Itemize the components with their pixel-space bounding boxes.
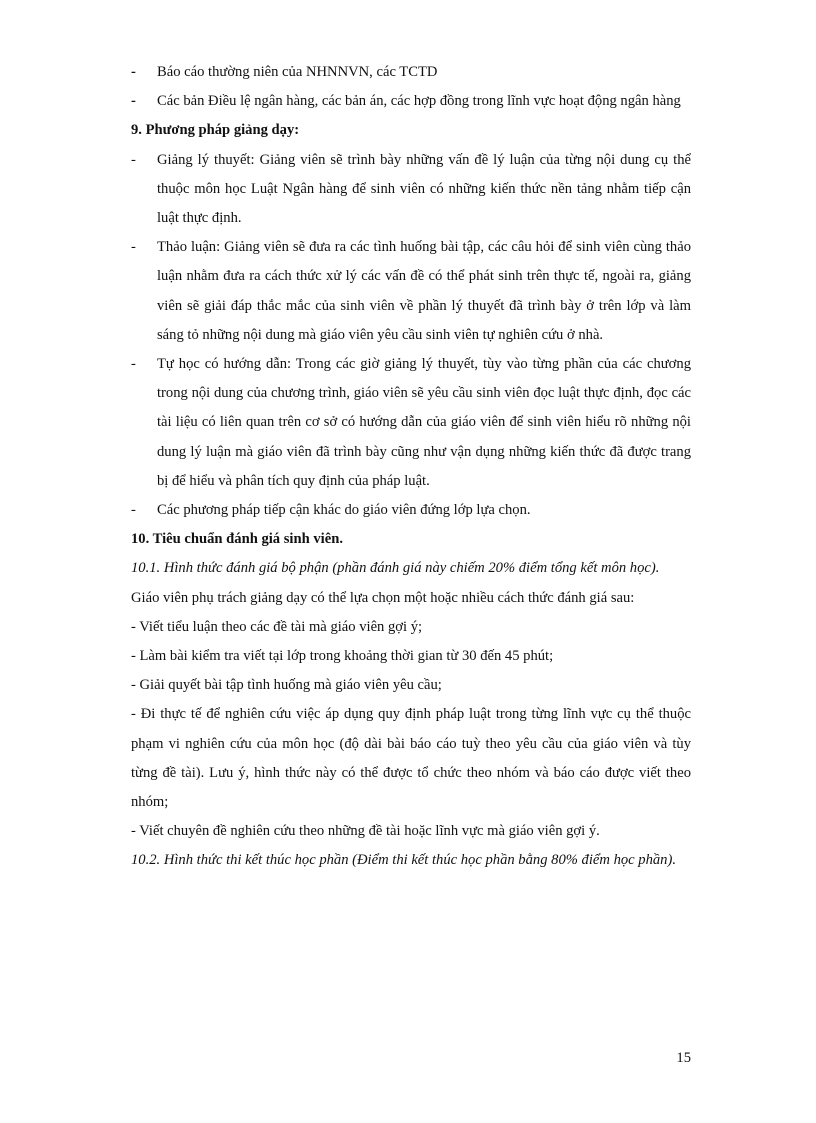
bullet-dash: - bbox=[131, 151, 136, 168]
list-item-text: Tự học có hướng dẫn: Trong các giờ giảng lý thuyết, tùy vào từng phần của các chương trong nội dung của chương trình, giáo viên sẽ yêu cầu sinh viên đọc luật thực định, đọc các tài liệu có liên quan trên cơ sở có hướng dẫn của giáo viên để sinh viên hiểu rõ những nội dung lý luận mà giáo viên đã trình bày cũng như vận dụng những kiến thức đã được trang bị để hiểu và phân tích quy định của pháp luật. bbox=[157, 356, 691, 489]
bullet-dash: - bbox=[131, 356, 136, 373]
list-item bbox=[131, 146, 691, 234]
list-item bbox=[131, 58, 691, 87]
option-line: - Viết tiểu luận theo các đề tài mà giáo viên gợi ý; bbox=[131, 618, 423, 635]
bullet-dash: - bbox=[131, 502, 136, 519]
bullet-dash: - bbox=[131, 93, 136, 110]
option-line: - Làm bài kiểm tra viết tại lớp trong khoảng thời gian từ 30 đến 45 phút; bbox=[131, 648, 554, 665]
section-10-heading: 10. Tiêu chuẩn đánh giá sinh viên. bbox=[131, 531, 343, 548]
option-line: - Giải quyết bài tập tình huống mà giáo viên yêu cầu; bbox=[131, 677, 442, 694]
list-item bbox=[131, 233, 691, 350]
list-item-text: Các phương pháp tiếp cận khác do giáo viên đứng lớp lựa chọn. bbox=[157, 502, 531, 519]
list-item-text: Thảo luận: Giảng viên sẽ đưa ra các tình huống bài tập, các câu hỏi để sinh viên cùng thảo luận nhằm đưa ra cách thức xử lý các vấn đề có thể phát sinh trên thực tế, ngoài ra, giảng viên sẽ giải đáp thắc mắc của sinh viên về phần lý thuyết đã trình bày ở trên lớp và làm sáng tỏ những nội dung mà giáo viên yêu cầu sinh viên tự nghiên cứu ở nhà. bbox=[157, 239, 691, 343]
section-9-heading: 9. Phương pháp giảng dạy: bbox=[131, 122, 300, 139]
document-page bbox=[131, 58, 691, 876]
bullet-dash: - bbox=[131, 239, 136, 256]
bullet-dash: - bbox=[131, 64, 136, 80]
subsection-10-1-heading: 10.1. Hình thức đánh giá bộ phận (phần đánh giá này chiếm 20% điểm tổng kết môn học). bbox=[131, 560, 660, 577]
page-number: 15 bbox=[676, 1050, 691, 1066]
subsection-10-2-heading: 10.2. Hình thức thi kết thúc học phần (Điểm thi kết thúc học phần bằng 80% điểm học phần). bbox=[131, 852, 676, 869]
list-item bbox=[131, 496, 691, 525]
list-item-text: Giảng lý thuyết: Giảng viên sẽ trình bày những vấn đề lý luận của từng nội dung cụ thể thuộc môn học Luật Ngân hàng để sinh viên có những kiến thức nền tảng nhằm tiếp cận luật thực định. bbox=[157, 151, 691, 227]
list-item-text: Các bản Điều lệ ngân hàng, các bản án, các hợp đồng trong lĩnh vực hoạt động ngân hàng bbox=[157, 93, 681, 110]
paragraph: Giáo viên phụ trách giảng dạy có thể lựa chọn một hoặc nhiều cách thức đánh giá sau: bbox=[131, 589, 635, 606]
list-item bbox=[131, 350, 691, 496]
list-item bbox=[131, 87, 691, 116]
option-line: - Viết chuyên đề nghiên cứu theo những đề tài hoặc lĩnh vực mà giáo viên gợi ý. bbox=[131, 823, 600, 840]
option-line: - Đi thực tế để nghiên cứu việc áp dụng quy định pháp luật trong từng lĩnh vực cụ thể thuộc phạm vi nghiên cứu của môn học (độ dài bài báo cáo tuỳ theo yêu cầu của giáo viên và tùy từng đề tài). Lưu ý, hình thức này có thể được tổ chức theo nhóm và báo cáo được viết theo nhóm; bbox=[131, 706, 691, 811]
list-item-text: Báo cáo thường niên của NHNNVN, các TCTD bbox=[157, 64, 438, 80]
